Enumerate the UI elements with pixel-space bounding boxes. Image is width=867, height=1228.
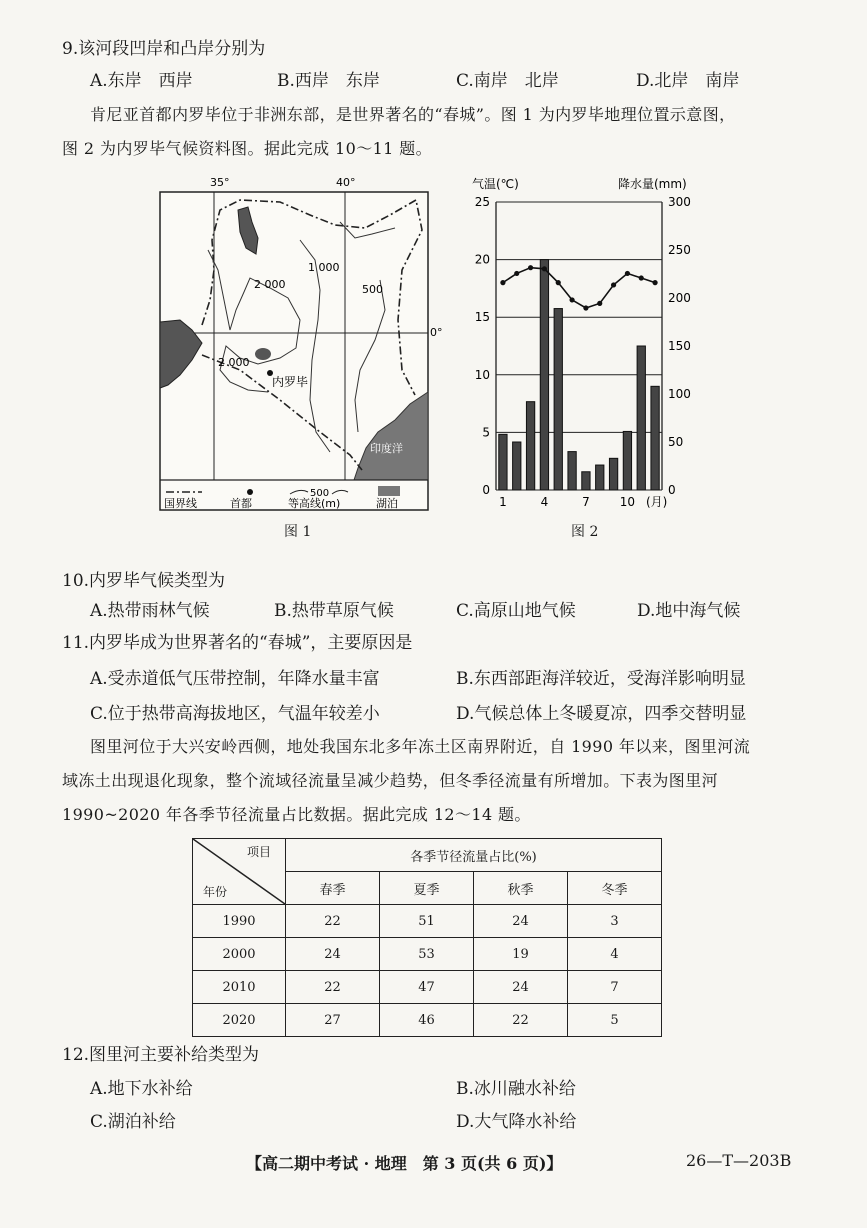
right-tick-label: 200 (668, 291, 691, 305)
cell-value: 5 (568, 1004, 662, 1037)
cell-value: 7 (568, 971, 662, 1004)
q10-option-a: A.热带雨林气候 (90, 601, 210, 621)
left-tick-label: 10 (474, 367, 490, 382)
temperature-point (528, 265, 533, 270)
left-tick-label: 0 (482, 483, 490, 497)
cell-value: 3 (568, 905, 662, 938)
ocean-label: 印度洋 (370, 442, 403, 455)
q11-option-a: A.受赤道低气压带控制，年降水量丰富 (90, 669, 380, 689)
cell-value: 47 (380, 971, 474, 1004)
q11-option-c: C.位于热带高海拔地区，气温年较差小 (90, 704, 380, 724)
month-tick-label: 1 (499, 495, 507, 509)
q11-option-b: B.东西部距海洋较近，受海洋影响明显 (456, 669, 746, 689)
q9-stem: 9.该河段凹岸和凸岸分别为 (62, 39, 266, 59)
left-tick-label: 15 (474, 310, 490, 325)
col-header-winter: 冬季 (568, 872, 662, 905)
corner-top-label: 项目 (246, 845, 271, 859)
q12-option-b: B.冰川融水补给 (456, 1079, 576, 1099)
col-header-spring: 春季 (286, 872, 380, 905)
footer-title: 【高二期中考试 · 地理 第 3 页(共 6 页)】 (246, 1154, 563, 1173)
q11-stem: 11.内罗毕成为世界著名的“春城”，主要原因是 (62, 633, 413, 653)
q12-option-c: C.湖泊补给 (90, 1112, 176, 1132)
intro-paragraph-2 (62, 730, 804, 832)
month-tick-label: 7 (582, 495, 590, 509)
month-tick-label: 4 (540, 495, 549, 509)
precip-bar (637, 346, 645, 490)
q9-option-d: D.北岸 南岸 (636, 71, 740, 91)
row-year: 2010 (193, 971, 286, 1004)
month-unit: (月) (646, 495, 668, 509)
contour-label-1: 2 000 (254, 278, 286, 291)
right-axis-title: 降水量(mm) (618, 177, 687, 191)
cell-value: 22 (286, 905, 380, 938)
intro2-line1: 图里河位于大兴安岭西侧，地处我国东北多年冻土区南界附近，自 1990 年以来，图里河流 (90, 737, 751, 756)
precip-bar (568, 452, 576, 490)
legend-capital: 首都 (230, 497, 252, 510)
q10-option-c: C.高原山地气候 (456, 601, 576, 621)
q9-option-c: C.南岸 北岸 (456, 71, 559, 91)
precip-bar (609, 458, 617, 490)
contour-label-3: 500 (362, 283, 383, 296)
row-year: 2020 (193, 1004, 286, 1037)
precip-bar (540, 260, 548, 490)
temperature-point (597, 301, 602, 306)
intro-paragraph-1 (62, 98, 804, 166)
cell-value: 24 (286, 938, 380, 971)
lon-label-40: 40° (336, 176, 356, 189)
table-row (193, 938, 662, 971)
right-tick-label: 0 (668, 483, 676, 497)
legend-lake: 湖泊 (376, 497, 398, 510)
left-tick-label: 25 (474, 195, 490, 209)
precip-bar (499, 434, 507, 490)
row-year: 1990 (193, 905, 286, 938)
q12-option-a: A.地下水补给 (90, 1079, 193, 1099)
precip-bar (554, 309, 562, 490)
contour-label-4: 2 000 (218, 356, 250, 369)
q11-option-d: D.气候总体上冬暖夏凉，四季交替明显 (456, 704, 747, 724)
corner-bottom-label: 年份 (203, 885, 228, 899)
temperature-point (542, 266, 547, 271)
q9-option-a: A.东岸 西岸 (90, 71, 193, 91)
temperature-point (514, 271, 519, 276)
precip-bar (596, 465, 604, 490)
intro2-line2: 域冻土出现退化现象，整个流域径流量呈减少趋势，但冬季径流量有所增加。下表为图里河 (62, 771, 719, 790)
precip-bar (582, 472, 590, 490)
legend-contour: 等高线(m) (288, 497, 341, 510)
q12-option-d: D.大气降水补给 (456, 1112, 577, 1132)
q10-option-d: D.地中海气候 (637, 601, 741, 621)
row-year: 2000 (193, 938, 286, 971)
right-tick-label: 300 (668, 195, 691, 209)
cell-value: 24 (474, 905, 568, 938)
precip-bar (526, 402, 534, 490)
month-tick-label: 10 (619, 495, 636, 509)
figure-2-caption: 图 2 (571, 524, 599, 540)
lat-label-0: 0° (430, 326, 443, 339)
legend-contour-value: 500 (310, 488, 330, 499)
city-label: 内罗毕 (272, 375, 309, 389)
temperature-point (556, 280, 561, 285)
temperature-line (503, 268, 655, 308)
q10-option-b: B.热带草原气候 (274, 601, 394, 621)
footer-code: 26—T—203B (686, 1151, 792, 1170)
left-tick-label: 20 (474, 252, 490, 267)
cell-value: 22 (474, 1004, 568, 1037)
cell-value: 4 (568, 938, 662, 971)
figure-1-map (140, 170, 450, 515)
q9-option-b: B.西岸 东岸 (277, 71, 380, 91)
left-axis-title: 气温(℃) (472, 177, 519, 191)
cell-value: 24 (474, 971, 568, 1004)
temperature-point (625, 271, 630, 276)
figure-2-climate-chart (466, 172, 716, 512)
temperature-point (652, 280, 657, 285)
cell-value: 53 (380, 938, 474, 971)
table-row (193, 1004, 662, 1037)
temperature-point (611, 282, 616, 287)
figure-1-caption: 图 1 (284, 524, 312, 540)
cell-value: 19 (474, 938, 568, 971)
right-tick-label: 150 (668, 339, 691, 353)
right-tick-label: 100 (668, 387, 691, 401)
cell-value: 51 (380, 905, 474, 938)
intro1-line1: 肯尼亚首都内罗毕位于非洲东部，是世界著名的“春城”。图 1 为内罗毕地理位置示意图， (90, 105, 736, 124)
table-group-header: 各季节径流量占比(%) (286, 839, 662, 872)
temperature-point (500, 280, 505, 285)
table-row (193, 905, 662, 938)
temperature-point (569, 297, 574, 302)
temperature-point (639, 275, 644, 280)
legend-boundary: 国界线 (164, 497, 197, 510)
table-row (193, 971, 662, 1004)
q12-stem: 12.图里河主要补给类型为 (62, 1045, 260, 1065)
col-header-autumn: 秋季 (474, 872, 568, 905)
precip-bar (513, 442, 521, 490)
contour-label-2: 1 000 (308, 261, 340, 274)
lon-label-35: 35° (210, 176, 230, 189)
intro2-line3: 1990~2020 年各季节径流量占比数据。据此完成 12～14 题。 (62, 805, 531, 824)
runoff-table (192, 838, 662, 1037)
right-tick-label: 50 (668, 435, 684, 449)
cell-value: 27 (286, 1004, 380, 1037)
precip-bar (623, 431, 631, 490)
right-tick-label: 250 (668, 243, 691, 257)
col-header-summer: 夏季 (380, 872, 474, 905)
cell-value: 46 (380, 1004, 474, 1037)
cell-value: 22 (286, 971, 380, 1004)
table-corner (193, 839, 286, 905)
q10-stem: 10.内罗毕气候类型为 (62, 571, 226, 591)
temperature-point (583, 305, 588, 310)
left-tick-label: 5 (482, 425, 490, 440)
intro1-line2: 图 2 为内罗毕气候资料图。据此完成 10～11 题。 (62, 139, 433, 158)
precip-bar (651, 386, 659, 490)
